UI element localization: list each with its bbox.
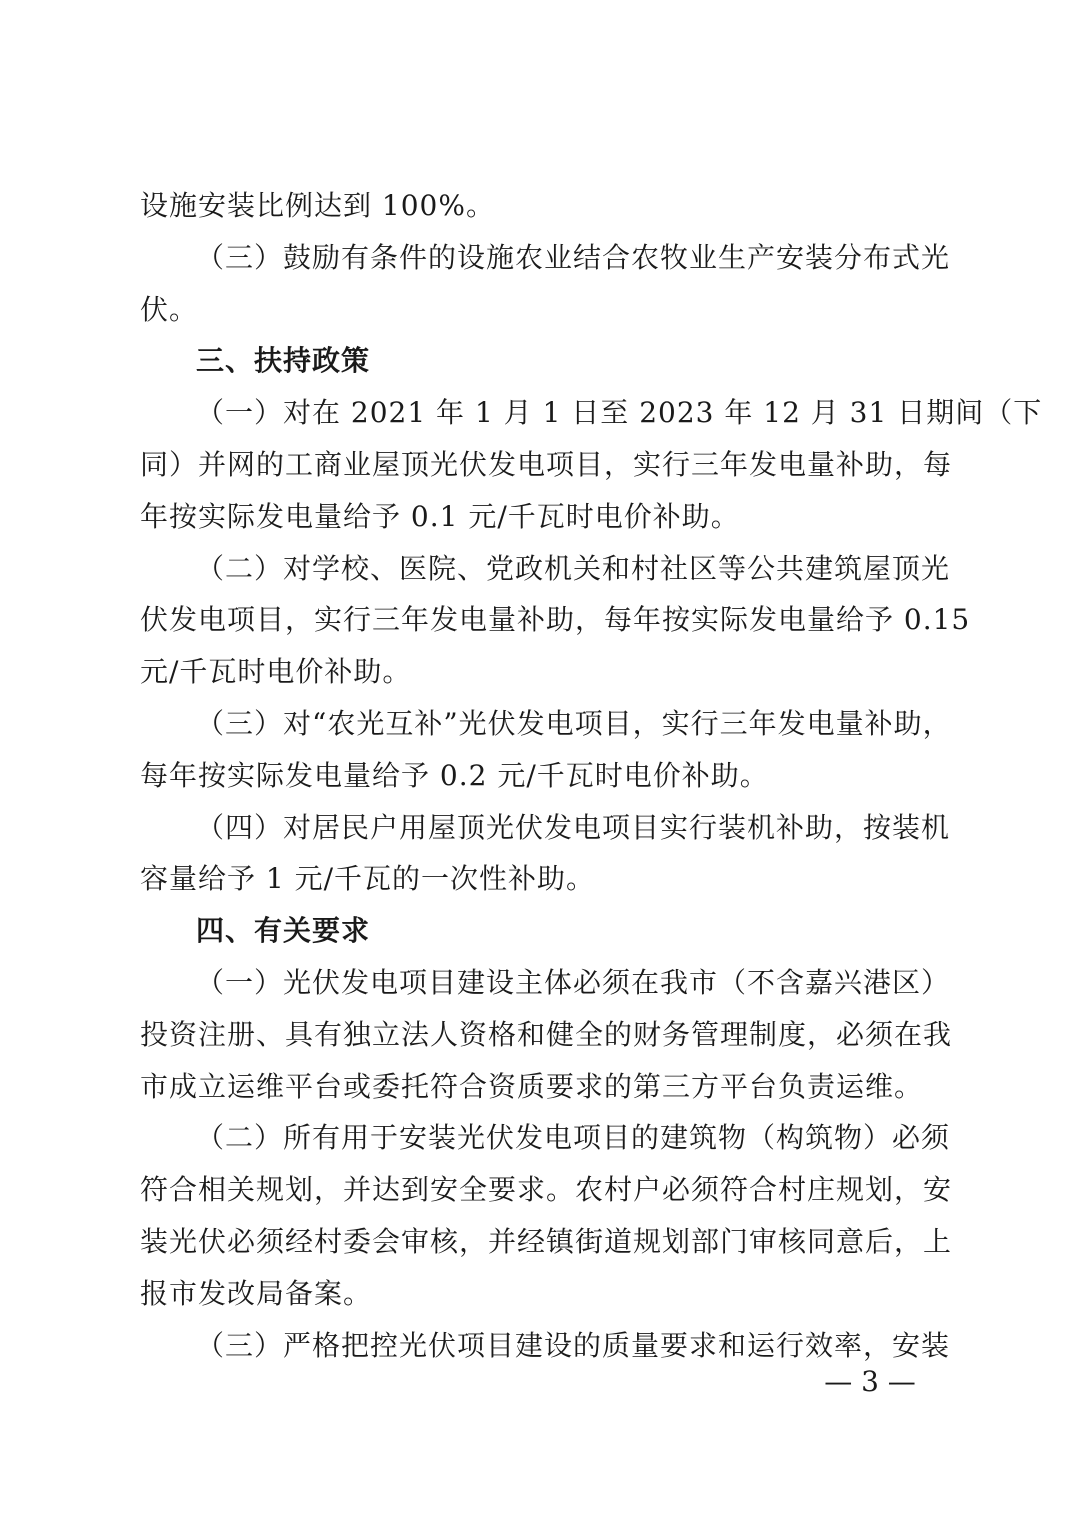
text-line: 符合相关规划，并达到安全要求。农村户必须符合村庄规划，安 [140, 1173, 953, 1207]
text-line: 投资注册、具有独立法人资格和健全的财务管理制度，必须在我 [140, 1017, 953, 1051]
text-line: （三）对“农光互补”光伏发电项目，实行三年发电量补助， [196, 706, 952, 740]
text-line: 设施安装比例达到 100%。 [140, 189, 495, 222]
document-body [140, 180, 1043, 1371]
text-line: 报市发改局备案。 [140, 1276, 373, 1310]
text-line: （一）对在 2021 年 1 月 1 日至 2023 年 12 月 31 日期间（下 [196, 396, 1043, 430]
text-line: 每年按实际发电量给予 0.2 元/千瓦时电价补助。 [140, 758, 769, 792]
text-line: （四）对居民户用屋顶光伏发电项目实行装机补助，按装机 [196, 810, 951, 844]
text-line: （三）鼓励有条件的设施农业结合农牧业生产安装分布式光 [196, 240, 951, 274]
text-line: （一）光伏发电项目建设主体必须在我市（不含嘉兴港区） [196, 965, 951, 999]
text-line: 年按实际发电量给予 0.1 元/千瓦时电价补助。 [140, 499, 740, 533]
text-line: （三）严格把控光伏项目建设的质量要求和运行效率，安装 [196, 1328, 951, 1362]
text-line: （二）对学校、医院、党政机关和村社区等公共建筑屋顶光 [196, 551, 951, 585]
text-line: 市成立运维平台或委托符合资质要求的第三方平台负责运维。 [140, 1069, 924, 1103]
text-line: 元/千瓦时电价补助。 [140, 655, 412, 689]
text-line: 同）并网的工商业屋顶光伏发电项目，实行三年发电量补助，每 [140, 447, 953, 481]
section-heading: 三、扶持政策 [196, 344, 371, 378]
text-line: 伏。 [140, 292, 199, 326]
text-line: （二）所有用于安装光伏发电项目的建筑物（构筑物）必须 [196, 1121, 951, 1155]
text-line: 装光伏必须经村委会审核，并经镇街道规划部门审核同意后，上 [140, 1224, 953, 1258]
page-number: — 3 — [824, 1365, 916, 1398]
section-heading: 四、有关要求 [196, 914, 371, 948]
text-line: 伏发电项目，实行三年发电量补助，每年按实际发电量给予 0.15 [140, 603, 971, 637]
text-line: 容量给予 1 元/千瓦的一次性补助。 [140, 862, 596, 896]
